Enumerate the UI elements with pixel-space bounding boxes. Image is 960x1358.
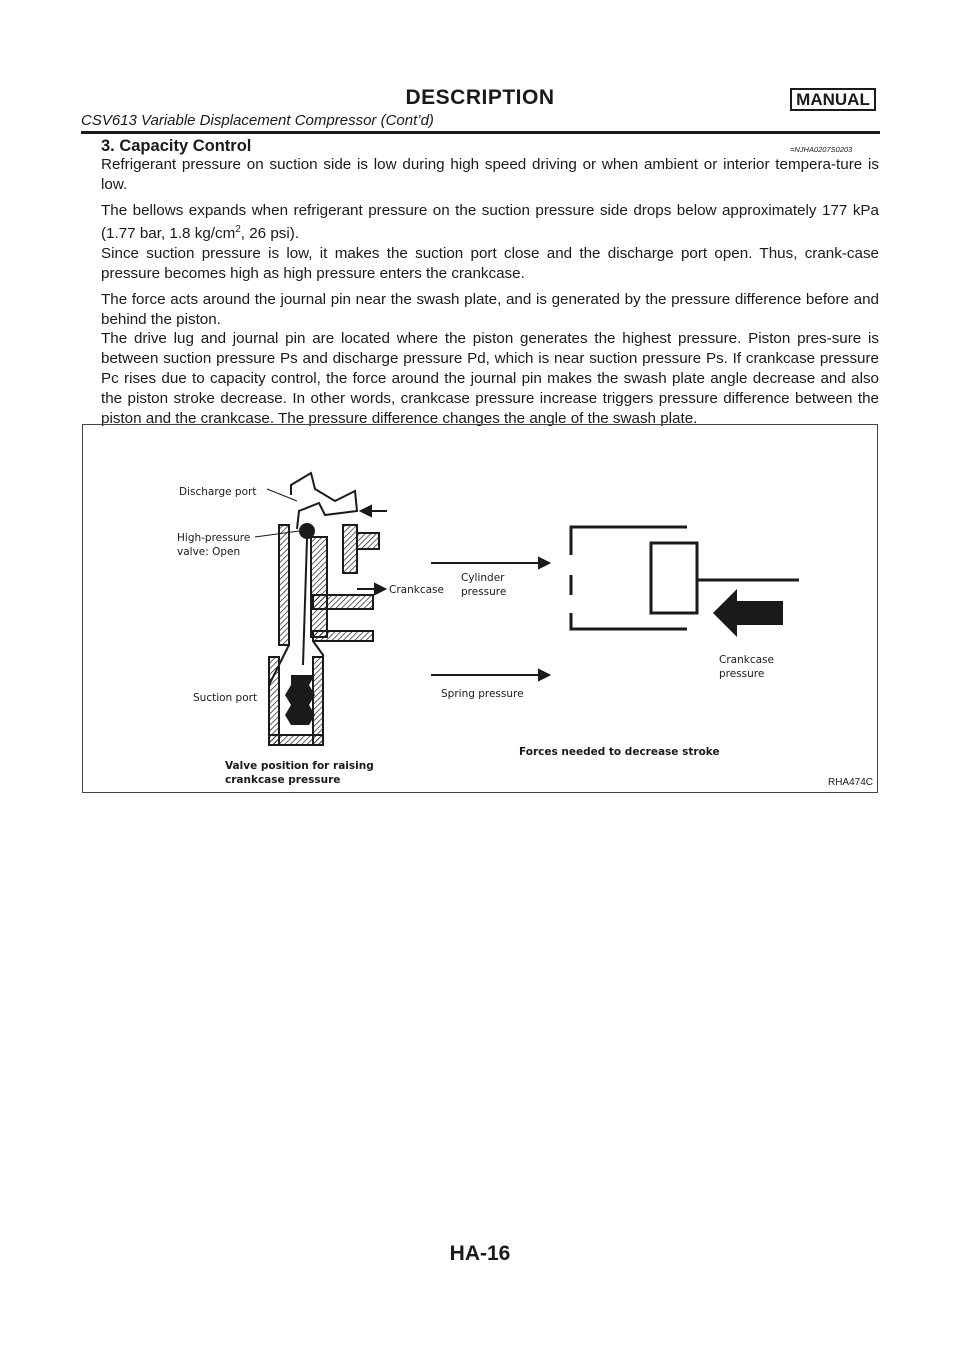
paragraph: Since suction pressure is low, it makes the suction port close and the discharge port open. Thus, crank-case pressure becomes high as high pressure enters the crankcase. (101, 245, 879, 283)
bellows (285, 675, 315, 725)
label-cylinder-pressure: Cylinder (461, 572, 505, 584)
body-text (101, 155, 879, 434)
label-spring-pressure: Spring pressure (441, 688, 524, 700)
valve-body (269, 473, 379, 745)
caption-right: Forces needed to decrease stroke (519, 746, 720, 758)
manual-badge: MANUAL (790, 88, 876, 111)
caption-left: Valve position for raising (225, 760, 374, 772)
page-heading: DESCRIPTION (405, 86, 555, 109)
crankcase-pressure-arrow (713, 589, 783, 637)
label-crankcase: Crankcase (389, 584, 444, 596)
figure-id: RHA474C (827, 777, 873, 788)
section-reference-code: =NJHA0207S0203 (790, 145, 853, 154)
label-discharge-port: Discharge port (179, 486, 257, 498)
section-title: 3. Capacity Control (101, 137, 252, 155)
valve-diagram (83, 425, 879, 794)
paragraph: Refrigerant pressure on suction side is low during high speed driving or when ambient or interior tempera-ture is low. (101, 156, 879, 193)
paragraph: The bellows expands when refrigerant pressure on the suction pressure side drops below approximately 177 kPa (1.77 bar, 1.8 $kg/cm^2$, 26 psi). (101, 201, 879, 243)
page-subtitle: CSV613 Variable Displacement Compressor (Cont’d) (81, 112, 434, 129)
label-hp-valve: High-pressure (177, 532, 251, 544)
figure-compressor-valve (82, 424, 878, 793)
page-number: HA-16 (449, 1242, 511, 1265)
label-cylinder-pressure: pressure (461, 586, 507, 598)
paragraph: The force acts around the journal pin near the swash plate, and is generated by the pressure difference before and behind the piston. (101, 290, 879, 328)
ball-valve (299, 523, 315, 539)
label-hp-valve: valve: Open (177, 546, 241, 558)
label-crankcase-pressure: pressure (719, 668, 765, 680)
label-suction-port: Suction port (193, 692, 258, 704)
caption-left: crankcase pressure (225, 774, 341, 786)
label-crankcase-pressure: Crankcase (719, 654, 774, 666)
header-rule (81, 131, 880, 134)
valve-arrows (357, 506, 549, 680)
paragraph: The drive lug and journal pin are located where the piston generates the highest pressure. Piston pres-sure is between suction pressure Ps and discharge pressure Pd, which is near suction pressure Ps. If crankcase pressure Pc rises due to capacity control, the force around the journal pin makes the swash plate angle decrease and also the piston stroke decrease. In other words, crankcase pressure increase triggers pressure difference between the piston and the crankcase. The pressure difference changes the angle of the swash plate. (101, 330, 879, 427)
